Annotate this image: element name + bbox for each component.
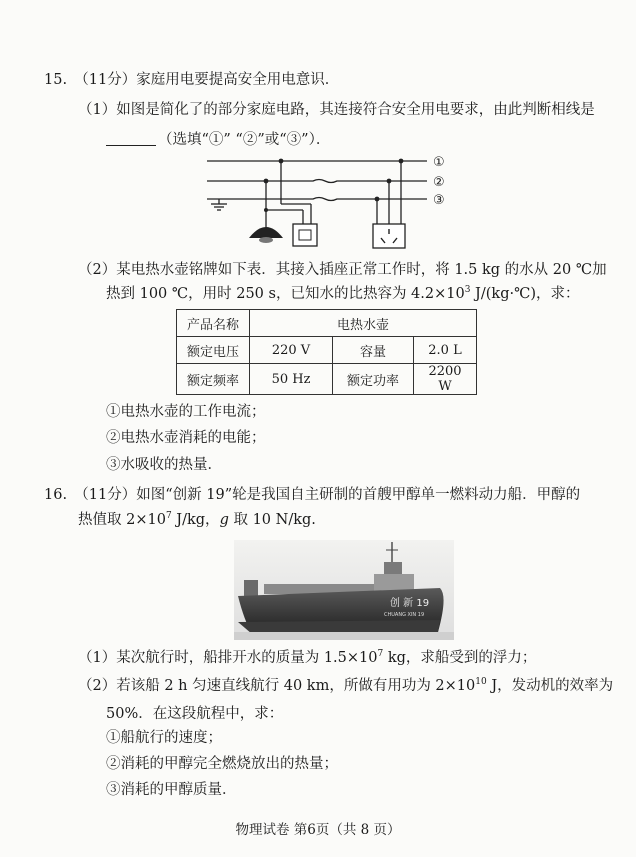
q15-part1-line2: （选填“①” “②”或“③”）． <box>106 130 330 150</box>
household-circuit-diagram <box>205 150 465 250</box>
q15-sub-1: ①电热水壶的工作电流； <box>106 404 266 420</box>
wire-3 <box>207 198 427 201</box>
wire-label-3: ③ <box>433 193 445 208</box>
q15-sub-3: ③水吸收的热量． <box>106 457 222 473</box>
q15-part2-line1: （2）某电热水壶铭牌如下表．其接入插座正常工作时，将 1.5 kg 的水从 20 ℃加 <box>78 262 607 278</box>
q16-line2: 热值取 $2\times 10^7$ J/kg，g 取 10 N/kg. <box>78 511 316 528</box>
table-row: 产品名称 电热水壶 <box>177 310 477 337</box>
q16-heading: 16. （11分）如图“创新 19”轮是我国自主研制的首艘甲醇单一燃料动力船．甲醇的 <box>44 487 581 503</box>
page-footer: 物理试卷 第6页（共 8 页） <box>235 822 401 838</box>
table-row: 额定电压 220 V 容量 2.0 L <box>177 337 477 364</box>
q16-part1: （1）某次航行时，船排开水的质量为 $1.5\times 10^7$ kg，求船受到的浮力； <box>78 649 537 666</box>
power-socket-icon <box>373 224 405 248</box>
lamp-icon <box>249 227 283 243</box>
ship-name-subtext: CHUANG XIN 19 <box>384 612 425 618</box>
q15-part1-line1: （1）如图是简化了的部分家庭电路，其连接符合安全用电要求，由此判断相线是 <box>78 102 595 118</box>
answer-blank[interactable] <box>106 131 156 146</box>
q16-part2-line2: 50%．在这段航程中，求： <box>106 706 284 722</box>
q15-heading: 15. （11分）家庭用电要提高安全用电意识． <box>44 72 340 88</box>
q15-part2-line2: 热到 100 ℃，用时 250 s，已知水的比热容为 $4.2\times 10^3$ J/(kg·℃)，求： <box>106 285 580 302</box>
q16-part2-line1: （2）若该船 2 h 匀速直线航行 40 km，所做有用功为 $2\times 10^{10}$ J，发动机的效率为 <box>78 677 614 694</box>
ship-name-text: 创 新 19 <box>390 598 430 609</box>
ship-photo <box>234 540 454 640</box>
kettle-nameplate-table <box>176 309 477 395</box>
table-row: 额定频率 50 Hz 额定功率 2200 W <box>177 364 477 395</box>
q16-sub-3: ③消耗的甲醇质量． <box>106 782 237 798</box>
wire-label-2: ② <box>433 175 445 190</box>
q16-sub-1: ①船航行的速度； <box>106 730 222 746</box>
wire-label-1: ① <box>433 155 445 170</box>
wall-switch-icon <box>293 224 317 246</box>
wire-2 <box>207 180 427 183</box>
q15-sub-2: ②电热水壶消耗的电能； <box>106 430 266 446</box>
q16-sub-2: ②消耗的甲醇完全燃烧放出的热量； <box>106 756 338 772</box>
